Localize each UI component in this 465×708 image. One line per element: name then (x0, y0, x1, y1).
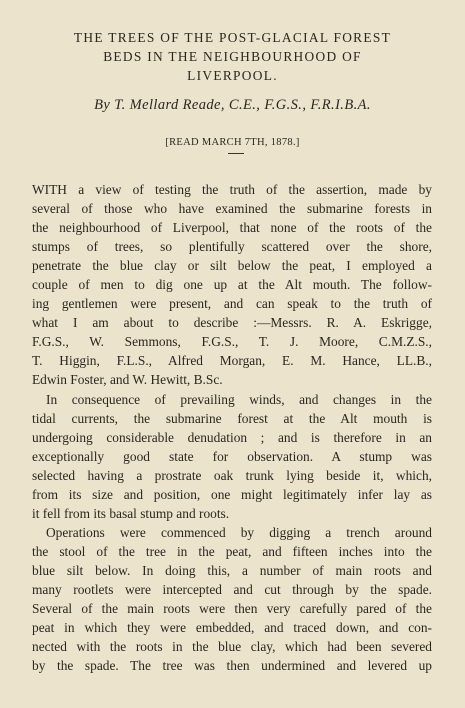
text-line: the neighbourhood of Liverpool, that none of the roots of the (32, 220, 432, 236)
author-line (20, 97, 445, 114)
text-line: what I am about to describe :—Messrs. R. A. Eskrigge, (32, 315, 432, 331)
read-date-note: [READ MARCH 7TH, 1878.] (165, 137, 300, 148)
text-line: couple of men to dig one up at the Alt mouth. The follow- (32, 277, 432, 293)
author-name: T. Mellard Reade, C.E., F.G.S., F.R.I.B.A. (114, 97, 371, 113)
text-line: ing gentlemen were present, and can speak to the truth of (32, 296, 432, 312)
text-line: nected with the roots in the blue clay, which had been severed (32, 639, 432, 655)
text-line: Several of the main roots were then very carefully pared of the (32, 601, 432, 617)
text-line: F.G.S., W. Semmons, F.G.S., T. J. Moore, C.M.Z.S., (32, 334, 432, 350)
text-line: exceptionally good state for observation. A stump was (32, 448, 432, 464)
text-line: WITH a view of testing the truth of the assertion, made by (32, 182, 432, 197)
text-line: it fell from its basal stump and roots. (32, 505, 230, 521)
text-line: undergoing considerable denudation ; and is therefore in an (32, 429, 432, 445)
text-line: blue silt below. In doing this, a number of main roots and (32, 562, 432, 578)
text-line: several of those who have examined the submarine forests in (32, 201, 432, 217)
text-line: the stool of the tree in the peat, and fifteen inches into the (32, 543, 432, 559)
text-line: stumps of trees, so plentifully scattered over the shore, (32, 239, 432, 255)
text-line: T. Higgin, F.L.S., Alfred Morgan, E. M. Hance, LL.B., (32, 353, 432, 369)
text-line: from its size and position, one might legitimately infer lay as (32, 486, 432, 502)
text-line: In consequence of prevailing winds, and changes in the (46, 391, 432, 407)
paper-title (20, 28, 445, 85)
text-line: selected having a prostrate oak trunk lying beside it, which, (32, 467, 432, 483)
text-line: many rootlets were intercepted and cut through by the spade. (32, 581, 432, 597)
text-line: Edwin Foster, and W. Hewitt, B.Sc. (32, 372, 223, 388)
title-line: LIVERPOOL. (187, 68, 278, 83)
text-line: penetrate the blue clay or silt below the peat, I employed a (32, 258, 432, 274)
text-line: peat in which they were embedded, and traced down, and con- (32, 620, 432, 636)
text-line: Operations were commenced by digging a trench around (46, 524, 432, 540)
body-text (32, 180, 432, 675)
title-line: THE TREES OF THE POST-GLACIAL FOREST (73, 30, 392, 45)
title-line: BEDS IN THE NEIGHBOURHOOD OF (103, 49, 362, 64)
separator-rule (228, 153, 244, 154)
text-line: tidal currents, the submarine forest at the Alt mouth is (32, 410, 432, 426)
author-by: By (94, 97, 111, 113)
text-line: by the spade. The tree was then undermined and levered up (32, 658, 432, 674)
